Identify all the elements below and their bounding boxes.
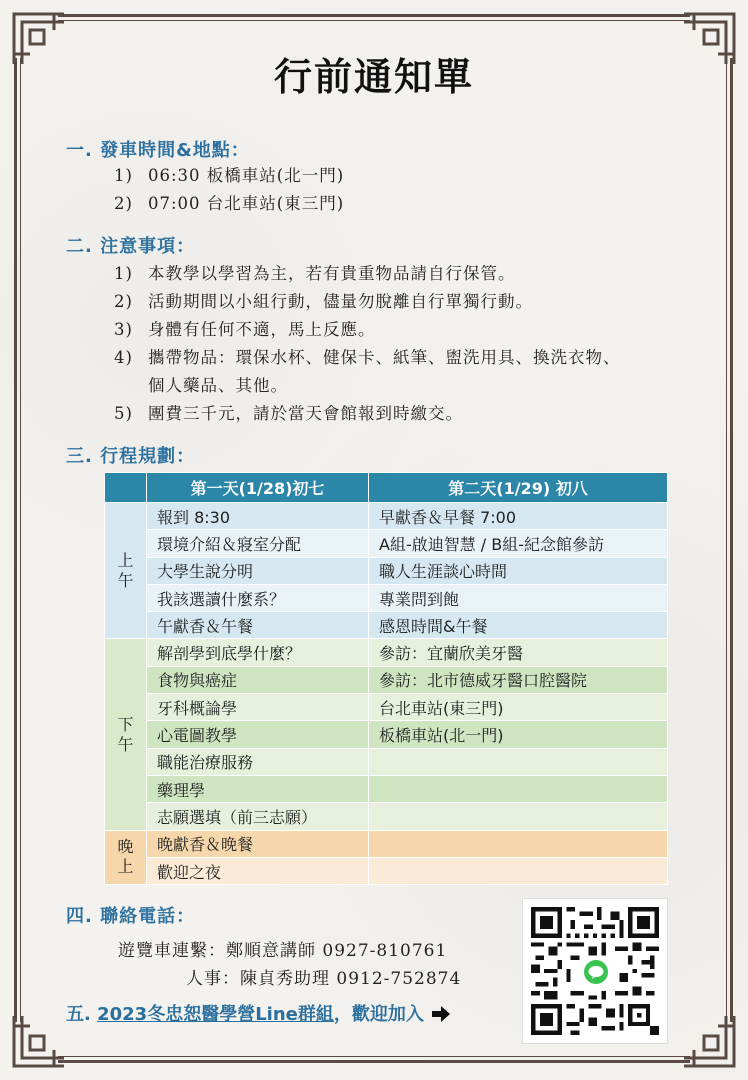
list-item-number: 5) (114, 404, 133, 423)
list-item-text: 個人藥品、其他。 (148, 376, 288, 395)
list-item-continuation (114, 372, 288, 396)
list-item-number: 2) (114, 194, 133, 213)
list-item-text: 06:30 板橋車站(北一門) (148, 166, 345, 185)
list-item (114, 344, 621, 368)
table-row (105, 639, 668, 666)
table-cell: 早獻香＆早餐 7:00 (369, 503, 668, 530)
table-cell: 心電圖教學 (147, 721, 369, 748)
table-cell: 報到 8:30 (147, 503, 369, 530)
table-row (105, 748, 668, 775)
list-item-number: 3) (114, 320, 133, 339)
table-cell: 參訪：宜蘭欣美牙醫 (369, 639, 668, 666)
table-header-day2: 第二天(1/29) 初八 (369, 473, 668, 503)
section-heading-departure: 一. 發車時間&地點： (66, 140, 250, 161)
table-cell: 志願選填（前三志願） (147, 803, 369, 830)
line-group-invite (66, 1000, 450, 1026)
list-item-text: 身體有任何不適，馬上反應。 (148, 320, 376, 339)
section-heading-contacts: 四. 聯絡電話： (66, 906, 196, 927)
list-item-number: 1) (114, 264, 133, 283)
table-cell: 解剖學到底學什麼？ (147, 639, 369, 666)
table-cell: 午獻香＆午餐 (147, 612, 369, 639)
table-cell (369, 857, 668, 884)
contact-line-bus: 遊覽車連繫：鄭順意講師 0927-810761 (118, 941, 448, 961)
period-label-afternoon: 下 午 (105, 639, 147, 830)
table-cell (369, 830, 668, 857)
table-row (105, 530, 668, 557)
table-row (105, 803, 668, 830)
list-item (114, 162, 344, 186)
list-item-text: 團費三千元，請於當天會館報到時繳交。 (148, 404, 463, 423)
table-cell: 參訪：北市德威牙醫口腔醫院 (369, 666, 668, 693)
period-label-evening: 晚 上 (105, 830, 147, 885)
frame-corner-icon (8, 1012, 68, 1072)
table-cell: 歡迎之夜 (147, 857, 369, 884)
table-header-day1: 第一天(1/28)初七 (147, 473, 369, 503)
table-header-blank (105, 473, 147, 503)
section-heading-notices: 二. 注意事項： (66, 236, 196, 257)
list-item (114, 260, 516, 284)
section-heading-schedule: 三. 行程規劃： (66, 446, 196, 467)
list-item-text: 07:00 台北車站(東三門) (148, 194, 345, 213)
table-cell: 專業問到飽 (369, 584, 668, 611)
invite-suffix: ，歡迎加入 (333, 1004, 424, 1025)
table-row (105, 612, 668, 639)
table-cell (369, 803, 668, 830)
table-row (105, 775, 668, 802)
table-row (105, 694, 668, 721)
table-row (105, 557, 668, 584)
table-row (105, 503, 668, 530)
table-cell: 板橋車站(北一門) (369, 721, 668, 748)
table-cell: 晚獻香＆晚餐 (147, 830, 369, 857)
list-item (114, 400, 463, 424)
table-cell: 藥理學 (147, 775, 369, 802)
table-header-row (105, 473, 668, 503)
list-item-number: 4) (114, 348, 133, 367)
table-cell: 食物與癌症 (147, 666, 369, 693)
list-item (114, 190, 344, 214)
qr-code[interactable] (522, 898, 668, 1044)
table-cell: 我該選讀什麼系？ (147, 584, 369, 611)
right-arrow-icon (432, 1006, 450, 1022)
table-cell (369, 775, 668, 802)
list-item (114, 288, 533, 312)
line-group-link[interactable]: 2023冬忠恕醫學營Line群組 (97, 1004, 334, 1025)
table-cell: 台北車站(東三門) (369, 694, 668, 721)
table-cell: 職能治療服務 (147, 748, 369, 775)
page-title: 行前通知單 (273, 54, 474, 99)
section-prefix: 五. (66, 1004, 98, 1025)
table-cell (369, 748, 668, 775)
table-row (105, 857, 668, 884)
list-item-number: 2) (114, 292, 133, 311)
table-row (105, 584, 668, 611)
list-item-text: 本教學以學習為主，若有貴重物品請自行保管。 (148, 264, 516, 283)
list-item (114, 316, 376, 340)
table-cell: 牙科概論學 (147, 694, 369, 721)
list-item-text: 攜帶物品：環保水杯、健保卡、紙筆、盥洗用具、換洗衣物、 (148, 348, 621, 367)
schedule-table (104, 472, 668, 885)
table-cell: 職人生涯談心時間 (369, 557, 668, 584)
contact-line-hr: 人事：陳貞秀助理 0912-752874 (186, 969, 462, 989)
table-row (105, 666, 668, 693)
table-row (105, 830, 668, 857)
table-cell: 感恩時間&午餐 (369, 612, 668, 639)
frame-corner-icon (680, 1012, 740, 1072)
list-item-text: 活動期間以小組行動，儘量勿脫離自行單獨行動。 (148, 292, 533, 311)
table-cell: 環境介紹＆寢室分配 (147, 530, 369, 557)
period-label-morning: 上 午 (105, 503, 147, 639)
list-item-number: 1) (114, 166, 133, 185)
line-app-icon (583, 959, 609, 985)
table-cell: 大學生說分明 (147, 557, 369, 584)
table-row (105, 721, 668, 748)
table-cell: A組-啟迪智慧 / B組-紀念館參訪 (369, 530, 668, 557)
